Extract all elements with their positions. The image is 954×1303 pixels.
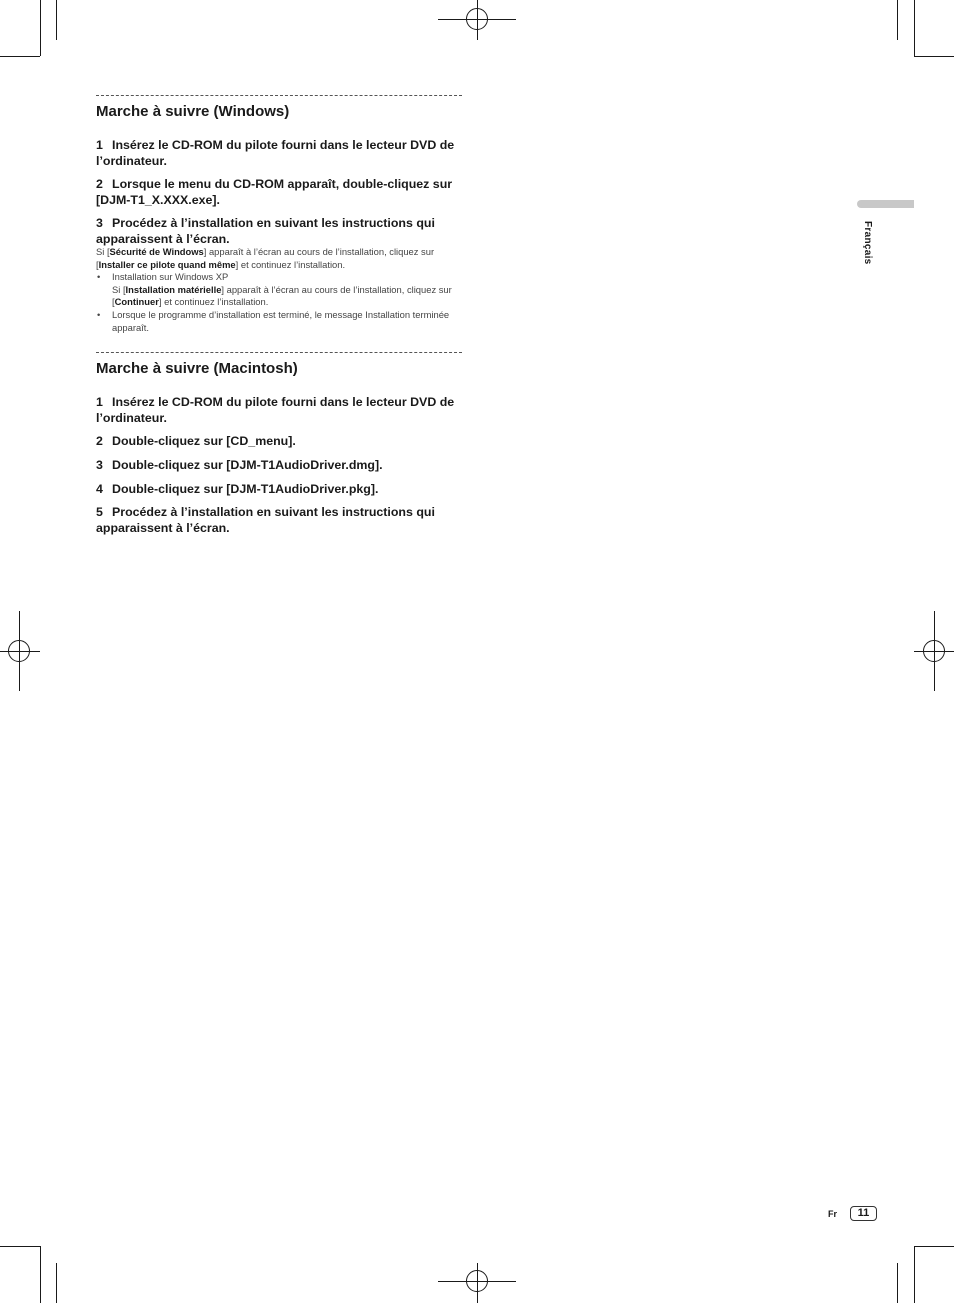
step-item [96,457,462,473]
step-item [96,176,462,208]
bullet-icon: • [97,309,101,320]
bullet-text: Si [Installation matérielle] apparaît à l’écran au cours de l’installation, cliquez sur [Continuer] et continuez l’installation. [112,283,452,308]
step-item [96,504,462,536]
step-item [96,137,462,169]
section-divider [96,95,462,96]
section-heading-windows: Marche à suivre (Windows) [96,103,290,120]
footer-language: Fr [828,1209,837,1219]
step-note: Si [Sécurité de Windows] apparaît à l’écran au cours de l’installation, cliquez sur [Installer ce pilote quand même] et continuez l’installation. [96,246,435,270]
step-text: Double-cliquez sur [DJM-T1AudioDriver.dmg]. [112,458,383,472]
bullet-icon: • [97,271,101,282]
ui-label: Continuer [114,296,159,308]
step-number: 3 [96,216,103,230]
section-divider [96,352,462,353]
step-text: Double-cliquez sur [DJM-T1AudioDriver.pkg]. [112,482,379,496]
bullet-item [96,309,462,334]
step-text: Insérez le CD-ROM du pilote fourni dans le lecteur DVD de l’ordinateur. [96,138,455,168]
step-number: 3 [96,458,103,472]
step-text: Procédez à l’installation en suivant les instructions qui apparaissent à l’écran. [96,216,435,246]
step-text: Procédez à l’installation en suivant les instructions qui apparaissent à l’écran. [96,505,435,535]
step-item [96,433,462,449]
language-tab-label: Français [862,221,873,265]
step-number: 1 [96,395,103,409]
step-item [96,215,462,247]
bullet-text: Installation sur Windows XP [112,271,229,282]
step-item [96,481,462,497]
language-tab-bar [857,200,914,208]
section-heading-macintosh: Marche à suivre (Macintosh) [96,360,298,377]
step-number: 1 [96,138,103,152]
bullet-item [96,271,462,309]
step-text: Double-cliquez sur [CD_menu]. [112,434,296,448]
step-number: 2 [96,434,103,448]
step-number: 2 [96,177,103,191]
step-text: Insérez le CD-ROM du pilote fourni dans le lecteur DVD de l’ordinateur. [96,395,455,425]
step-number: 5 [96,505,103,519]
step-item [96,394,462,426]
ui-label: Installation matérielle [125,283,222,295]
step-number: 4 [96,482,103,496]
page-number: 11 [850,1206,877,1221]
ui-label: Sécurité de Windows [109,246,204,257]
ui-label: Installer ce pilote quand même [98,258,236,270]
bullet-text: Lorsque le programme d’installation est terminé, le message Installation terminée apparaît. [112,309,450,333]
step-text: Lorsque le menu du CD-ROM apparaît, double-cliquez sur [DJM-T1_X.XXX.exe]. [96,177,453,207]
